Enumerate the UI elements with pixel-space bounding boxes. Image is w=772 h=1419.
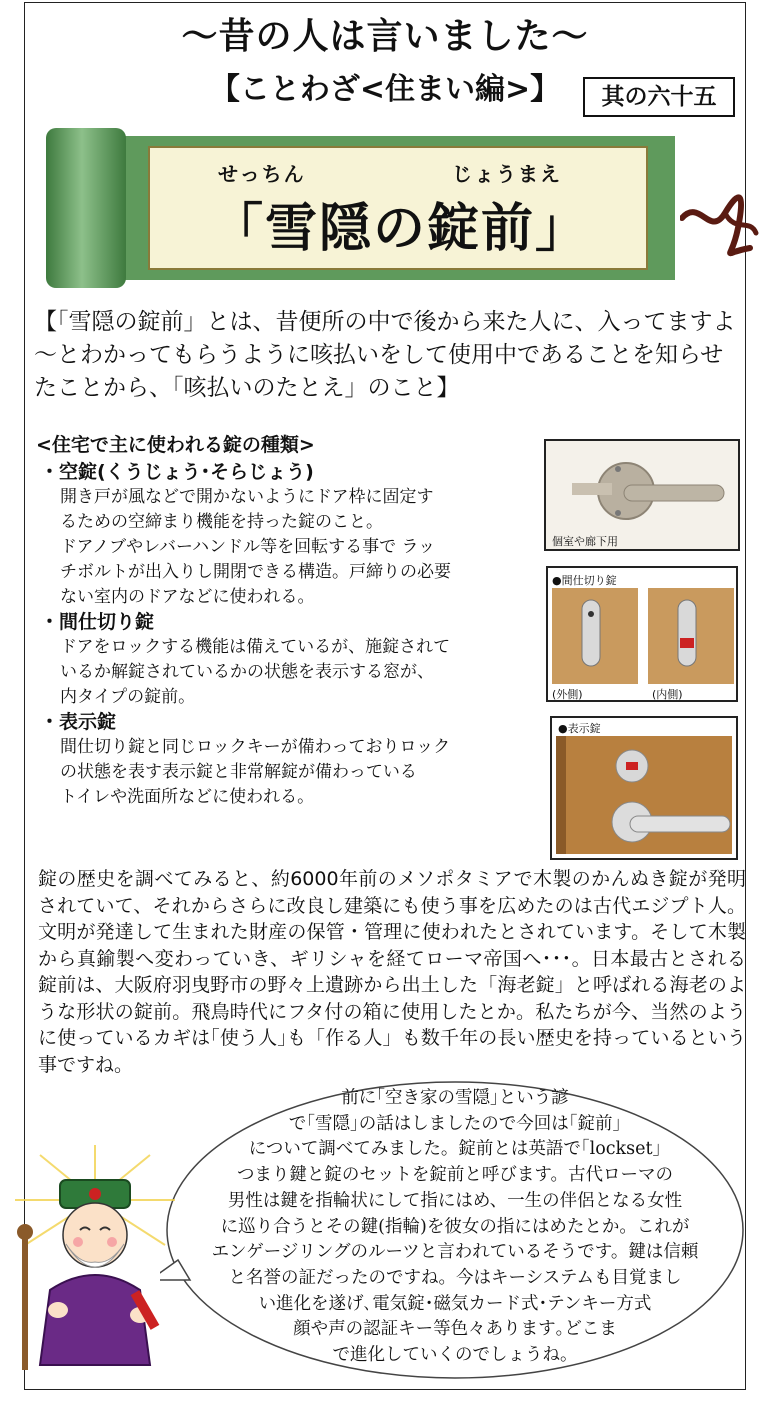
scroll-roller bbox=[46, 128, 126, 288]
proverb-meaning: 【「雪隠の錠前」とは、昔便所の中で後から来た人に、入ってますよ～とわかってもらうように咳払いをして使用中であることを知らせたことから、「咳払いのたとえ」のこと】 bbox=[34, 309, 736, 401]
bubble-line: 顔や声の認証キー等色々あります｡どこま bbox=[293, 1319, 617, 1340]
bubble-line: に巡り合うとその鍵(指輪)を彼女の指にはめたとか。これが bbox=[220, 1216, 690, 1237]
page-subtitle: 【ことわざ<住まい編>】 bbox=[209, 72, 561, 107]
lock-types-list bbox=[40, 460, 540, 810]
proverb-ruby-left: せっちん bbox=[218, 162, 306, 186]
sage-character-icon bbox=[0, 1140, 200, 1380]
lock-type-item bbox=[40, 710, 540, 810]
page-title: ～昔の人は言いました～ bbox=[181, 16, 589, 57]
photo-label: ●間仕切り錠 bbox=[552, 574, 617, 587]
lock-type-line: るための空締まり機能を持った錠のこと。 bbox=[60, 512, 383, 532]
bubble-line: つまり鍵と錠のセットを錠前と呼びます。古代ローマの bbox=[236, 1165, 674, 1186]
types-heading: <住宅で主に使われる錠の種類> bbox=[36, 434, 315, 456]
lock-type-line: 間仕切り錠と同じロックキーが備わっておりロック bbox=[60, 737, 451, 757]
bubble-line: と名誉の証だったのですね。今はキーシステムも目覚まし bbox=[228, 1267, 682, 1288]
lock-history-text: 錠の歴史を調べてみると、約6000年前のメソポタミアで木製のかんぬき錠が発明されていて、それからさらに改良し建築にも使う事を広めたのは古代エジプト人。文明が発達して生まれた財産の保管・管理に使われたとされています。そして木製から真鍮製へ変わっていき、ギリシャを経てローマ帝国へ･･･。日本最古とされる錠前は、大阪府羽曳野市の野々上遺跡から出土した「海老錠」と呼ばれる海老のような形状の錠前。飛鳥時代にフタ付の箱に使用したとか。私たちが今、当然のように使っているカギは｢使う人｣も「作る人」も数千年の長い歴史を持っているという事ですね。 bbox=[38, 868, 746, 1076]
lock-type-line: 内タイプの錠前。 bbox=[60, 687, 196, 707]
lock-type-line: 開き戸が風などで開かないようにドア枠に固定す bbox=[60, 487, 434, 507]
lock-type-title: ・間仕切り錠 bbox=[40, 611, 155, 633]
photo-caption: 個室や廊下用 bbox=[552, 535, 618, 548]
lock-type-title: ・表示錠 bbox=[40, 711, 117, 733]
bubble-line: 男性は鍵を指輪状にして指にはめ、一生の伴侶となる女性 bbox=[227, 1190, 683, 1211]
lock-type-item bbox=[40, 610, 540, 710]
lock-type-line: ドアをロックする機能は備えているが、施錠されて bbox=[60, 637, 451, 657]
bubble-line: い進化を遂げ､電気錠･磁気カード式･テンキー方式 bbox=[258, 1293, 652, 1314]
bubble-line: エンゲージリングのルーツと言われているそうです。鍵は信頼 bbox=[211, 1242, 699, 1263]
photo-indicator-lock bbox=[550, 716, 738, 860]
speech-bubble-text bbox=[160, 1086, 750, 1369]
episode-badge: 其の六十五 bbox=[583, 77, 735, 117]
proverb-text: 「雪隠の錠前」 bbox=[210, 199, 589, 259]
bubble-line: で｢雪隠｣の話はしましたので今回は｢錠前｣ bbox=[288, 1113, 622, 1134]
lock-type-line: トイレや洗面所などに使われる。 bbox=[60, 787, 315, 807]
lock-type-line: ない室内のドアなどに使われる。 bbox=[60, 587, 315, 607]
proverb-ruby-right: じょうまえ bbox=[452, 162, 562, 186]
photo-caption-inner: (内側) bbox=[652, 688, 683, 701]
bubble-line: について調べてみました。錠前とは英語で｢lockset｣ bbox=[248, 1139, 662, 1160]
lock-type-line: チボルトが出入りし開閉できる構造。戸締りの必要 bbox=[60, 562, 451, 582]
lock-type-title: ・空錠(くうじょう･そらじょう) bbox=[40, 461, 314, 483]
photo-passage-lock bbox=[544, 439, 740, 551]
lock-type-line: の状態を表す表示錠と非常解錠が備わっている bbox=[60, 762, 417, 782]
hanging-scroll bbox=[40, 128, 680, 288]
bubble-line: 前に｢空き家の雪隠｣という諺 bbox=[341, 1088, 569, 1108]
lock-type-line: いるか解錠されているかの状態を表示する窓が、 bbox=[60, 662, 434, 682]
photo-label: ●表示錠 bbox=[558, 722, 601, 735]
photo-privacy-lock bbox=[546, 566, 738, 702]
indicator-lock-icon bbox=[552, 718, 736, 858]
scroll-cord-icon bbox=[680, 188, 760, 258]
bubble-line: で進化していくのでしょうね。 bbox=[332, 1345, 578, 1366]
lock-type-item bbox=[40, 460, 540, 610]
photo-caption-outer: (外側) bbox=[552, 688, 583, 701]
lock-type-line: ドアノブやレバーハンドル等を回転する事で ラッ bbox=[60, 537, 436, 557]
